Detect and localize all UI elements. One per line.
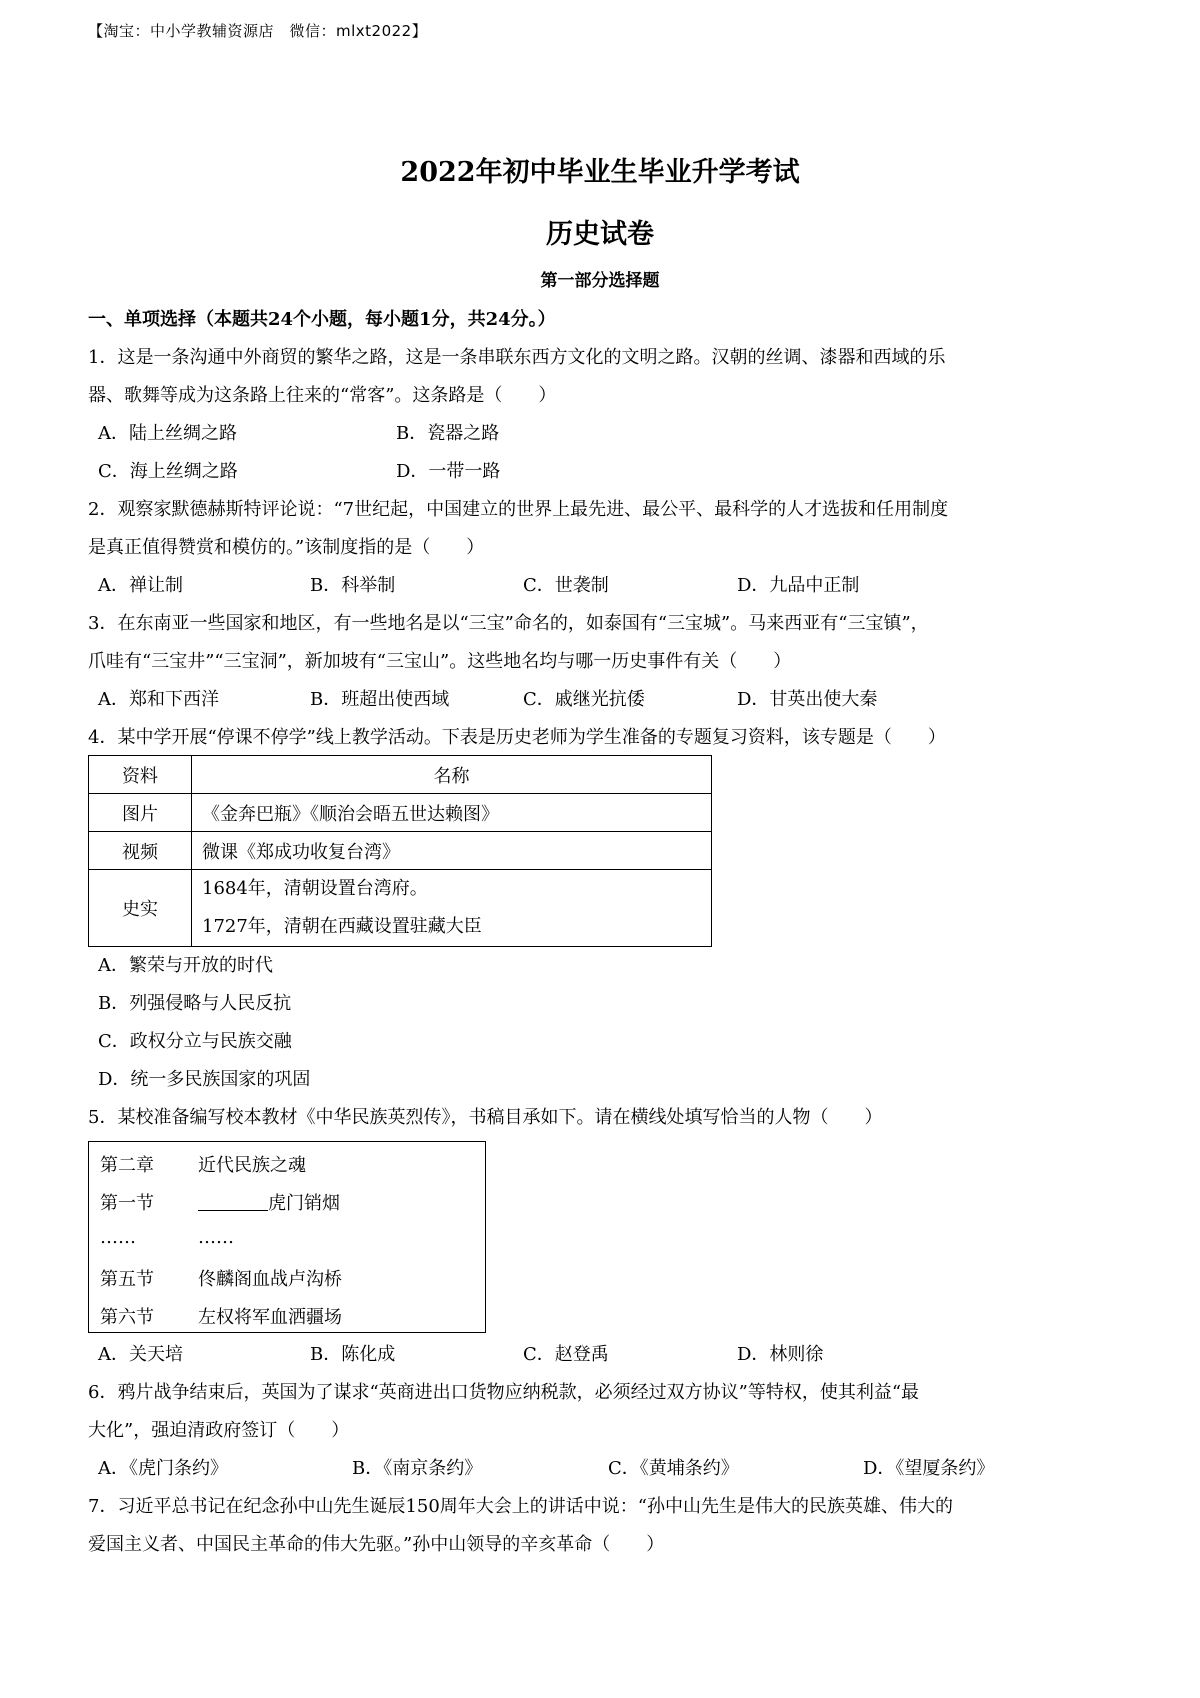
q1-stem-line1: 1．这是一条沟通中外商贸的繁华之路，这是一条串联东西方文化的文明之路。汉朝的丝调、漆器和西域的乐 xyxy=(88,347,946,368)
q6-option-b: B．《南京条约》 xyxy=(352,1458,483,1479)
q5-option-b: B．陈化成 xyxy=(310,1344,396,1365)
q2-stem-line2: 是真正值得赞赏和模仿的。”该制度指的是（ ） xyxy=(88,537,485,558)
q2-option-d: D．九品中正制 xyxy=(737,575,860,596)
outline-label: 第二章 xyxy=(100,1155,154,1176)
outline-text: 佟麟阁血战卢沟桥 xyxy=(198,1269,342,1290)
table-cell: 微课《郑成功收复台湾》 xyxy=(192,832,712,870)
table-row xyxy=(89,794,712,832)
outline-row xyxy=(100,1265,342,1291)
q4-option-c: C．政权分立与民族交融 xyxy=(98,1031,292,1052)
q3-option-d: D．甘英出使大秦 xyxy=(737,689,878,710)
q2-option-c: C．世袭制 xyxy=(523,575,609,596)
q2-option-a: A．禅让制 xyxy=(98,575,183,596)
q1-option-a: A．陆上丝绸之路 xyxy=(98,423,237,444)
q4-option-b: B．列强侵略与人民反抗 xyxy=(98,993,292,1014)
q2-option-b: B．科举制 xyxy=(310,575,396,596)
q7-stem-line1: 7．习近平总书记在纪念孙中山先生诞辰150周年大会上的讲话中说：“孙中山先生是伟大的民族英雄、伟大的 xyxy=(88,1496,954,1517)
outline-row xyxy=(100,1189,340,1215)
outline-label: 第五节 xyxy=(100,1269,154,1290)
exam-title: 2022年初中毕业生毕业升学考试 xyxy=(400,157,800,188)
q3-stem-line2: 爪哇有“三宝井”“三宝洞”，新加坡有“三宝山”。这些地名均与哪一历史事件有关（ ） xyxy=(88,651,792,672)
q3-option-b: B．班超出使西域 xyxy=(310,689,450,710)
outline-label: 第一节 xyxy=(100,1193,154,1214)
fact-line: 1684年，清朝设置台湾府。 xyxy=(202,878,428,899)
q1-option-b: B．瓷器之路 xyxy=(396,423,500,444)
q5-option-d: D．林则徐 xyxy=(737,1344,824,1365)
q3-stem-line1: 3．在东南亚一些国家和地区，有一些地名是以“三宝”命名的，如泰国有“三宝城”。马来西亚有“三宝镇”， xyxy=(88,613,929,634)
q1-option-d: D．一带一路 xyxy=(396,461,501,482)
q6-stem-line2: 大化”，强迫清政府签订（ ） xyxy=(88,1420,350,1441)
outline-row xyxy=(100,1151,306,1177)
q6-stem-line1: 6．鸦片战争结束后，英国为了谋求“英商进出口货物应纳税款，必须经过双方协议”等特权，使其利益“最 xyxy=(88,1382,920,1403)
q6-option-a: A．《虎门条约》 xyxy=(98,1458,228,1479)
q5-option-a: A．关天培 xyxy=(98,1344,183,1365)
outline-label: …… xyxy=(100,1227,136,1248)
outline-row xyxy=(100,1303,342,1329)
q5-option-c: C．赵登禹 xyxy=(523,1344,609,1365)
q1-stem-line2: 器、歌舞等成为这条路上往来的“常客”。这条路是（ ） xyxy=(88,385,557,406)
q4-material-table xyxy=(88,755,712,947)
section-heading: 一、单项选择（本题共24个小题，每小题1分，共24分。） xyxy=(88,309,556,330)
table-cell: 视频 xyxy=(89,832,192,870)
table-cell: 史实 xyxy=(89,870,192,947)
q4-option-a: A．繁荣与开放的时代 xyxy=(98,955,273,976)
q4-stem-line1: 4．某中学开展“停课不停学”线上教学活动。下表是历史老师为学生准备的专题复习资料，该专题是（ ） xyxy=(88,727,946,748)
outline-row xyxy=(100,1227,234,1248)
fact-line: 1727年，清朝在西藏设置驻藏大臣 xyxy=(202,916,482,937)
q3-option-a: A．郑和下西洋 xyxy=(98,689,219,710)
outline-text: 虎门销烟 xyxy=(268,1193,340,1214)
q4-option-d: D．统一多民族国家的巩固 xyxy=(98,1069,311,1090)
outline-text: 左权将军血洒疆场 xyxy=(198,1307,342,1328)
outline-text-with-blank xyxy=(198,1189,340,1215)
q6-option-c: C．《黄埔条约》 xyxy=(608,1458,739,1479)
table-row xyxy=(89,832,712,870)
table-cell: 图片 xyxy=(89,794,192,832)
q5-stem-line1: 5．某校准备编写校本教材《中华民族英烈传》，书稿目承如下。请在横线处填写恰当的人物（ ） xyxy=(88,1107,883,1128)
outline-text: …… xyxy=(198,1227,234,1248)
outline-text: 近代民族之魂 xyxy=(198,1155,306,1176)
outline-label: 第六节 xyxy=(100,1307,154,1328)
table-header-cell: 名称 xyxy=(192,756,712,794)
table-header-cell: 资料 xyxy=(89,756,192,794)
table-cell xyxy=(192,870,712,947)
exam-subtitle: 历史试卷 xyxy=(546,219,654,250)
q6-option-d: D．《望厦条约》 xyxy=(863,1458,995,1479)
q1-option-c: C．海上丝绸之路 xyxy=(98,461,238,482)
table-row xyxy=(89,870,712,947)
q5-outline-box xyxy=(88,1141,486,1333)
watermark-text: 【淘宝：中小学教辅资源店 微信：mlxt2022】 xyxy=(88,22,428,40)
table-cell: 《金奔巴瓶》《顺治会晤五世达赖图》 xyxy=(192,794,712,832)
q2-stem-line1: 2．观察家默德赫斯特评论说：“7世纪起，中国建立的世界上最先进、最公平、最科学的人才选拔和任用制度 xyxy=(88,499,949,520)
fill-blank xyxy=(198,1192,268,1211)
table-row xyxy=(89,756,712,794)
q7-stem-line2: 爱国主义者、中国民主革命的伟大先驱。”孙中山领导的辛亥革命（ ） xyxy=(88,1534,665,1555)
part-heading: 第一部分选择题 xyxy=(540,271,660,291)
q3-option-c: C．戚继光抗倭 xyxy=(523,689,645,710)
